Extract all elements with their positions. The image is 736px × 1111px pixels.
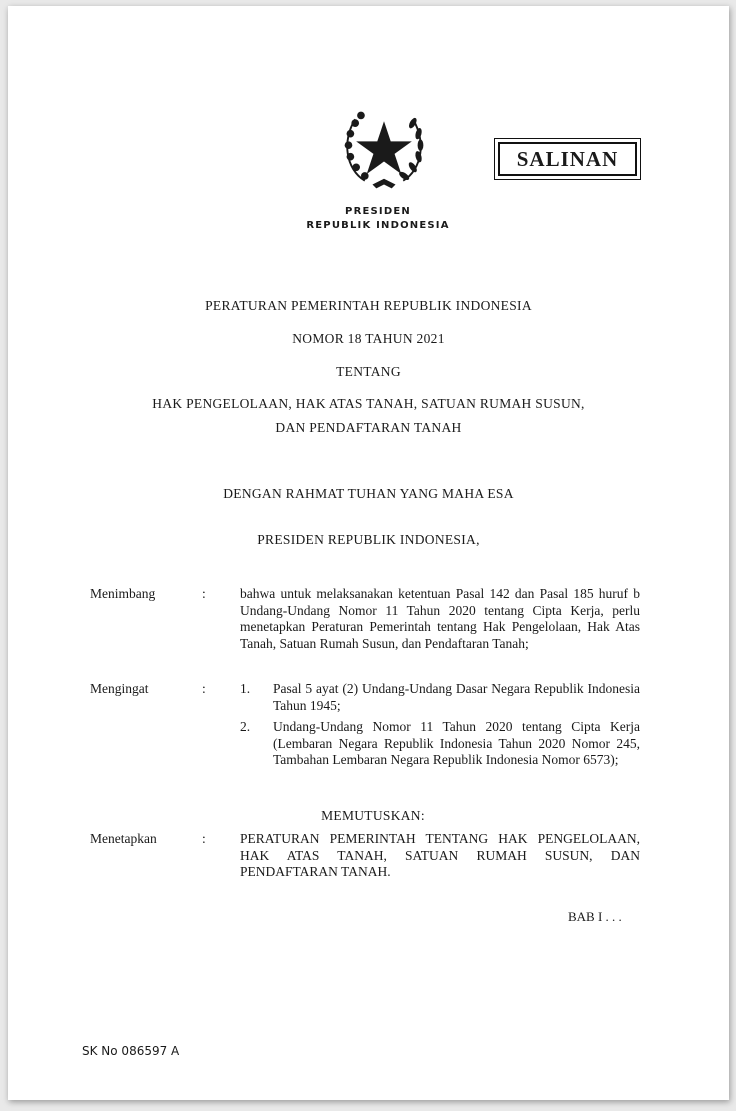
- mengingat-item-1-number: 1.: [240, 681, 251, 696]
- menetapkan-text: PERATURAN PEMERINTAH TENTANG HAK PENGELOLAAN, HAK ATAS TANAH, SATUAN RUMAH SUSUN, DAN PENDAFTARAN TANAH.: [240, 831, 640, 879]
- menimbang-label: Menimbang: [90, 586, 156, 601]
- menimbang-colon: :: [202, 586, 206, 601]
- mengingat-item-2-number: 2.: [240, 719, 251, 734]
- preamble-president: PRESIDEN REPUBLIK INDONESIA,: [257, 532, 480, 547]
- mengingat-label: Mengingat: [90, 681, 149, 696]
- regulation-subject-line2: DAN PENDAFTARAN TANAH: [275, 420, 462, 435]
- regulation-subject-line1: HAK PENGELOLAAN, HAK ATAS TANAH, SATUAN RUMAH SUSUN,: [152, 396, 585, 411]
- menetapkan-label: Menetapkan: [90, 831, 157, 846]
- next-page-indicator: BAB I . . .: [568, 909, 622, 924]
- regulation-number: NOMOR 18 TAHUN 2021: [292, 331, 445, 346]
- copy-stamp: SALINAN: [498, 142, 637, 176]
- president-label: PRESIDEN: [345, 206, 411, 217]
- memutuskan-heading: MEMUTUSKAN:: [321, 808, 425, 823]
- mengingat-item-2-text: Undang-Undang Nomor 11 Tahun 2020 tentang Cipta Kerja (Lembaran Negara Republik Indonesia Tahun 2020 Nomor 245, Tambahan Lembaran Negara Republik Indonesia Nomor 6573);: [273, 719, 640, 767]
- document-serial-code: SK No 086597 A: [82, 1044, 180, 1058]
- republic-label: REPUBLIK INDONESIA: [306, 220, 450, 231]
- document-page: [8, 6, 729, 1100]
- menimbang-text: bahwa untuk melaksanakan ketentuan Pasal 142 dan Pasal 185 huruf b Undang-Undang Nomor 11 Tahun 2020 tentang Cipta Kerja, perlu menetapkan Peraturan Pemerintah tentang Hak Pengelolaan, Hak Atas Tanah, Satuan Rumah Susun, dan Pendaftaran Tanah;: [240, 586, 640, 651]
- preamble-blessing: DENGAN RAHMAT TUHAN YANG MAHA ESA: [223, 486, 514, 501]
- mengingat-item-1-text: Pasal 5 ayat (2) Undang-Undang Dasar Negara Republik Indonesia Tahun 1945;: [273, 681, 640, 713]
- presidential-emblem-icon: [336, 102, 432, 198]
- regulation-title: PERATURAN PEMERINTAH REPUBLIK INDONESIA: [205, 298, 532, 313]
- menetapkan-colon: :: [202, 831, 206, 846]
- mengingat-colon: :: [202, 681, 206, 696]
- regulation-about: TENTANG: [336, 364, 401, 379]
